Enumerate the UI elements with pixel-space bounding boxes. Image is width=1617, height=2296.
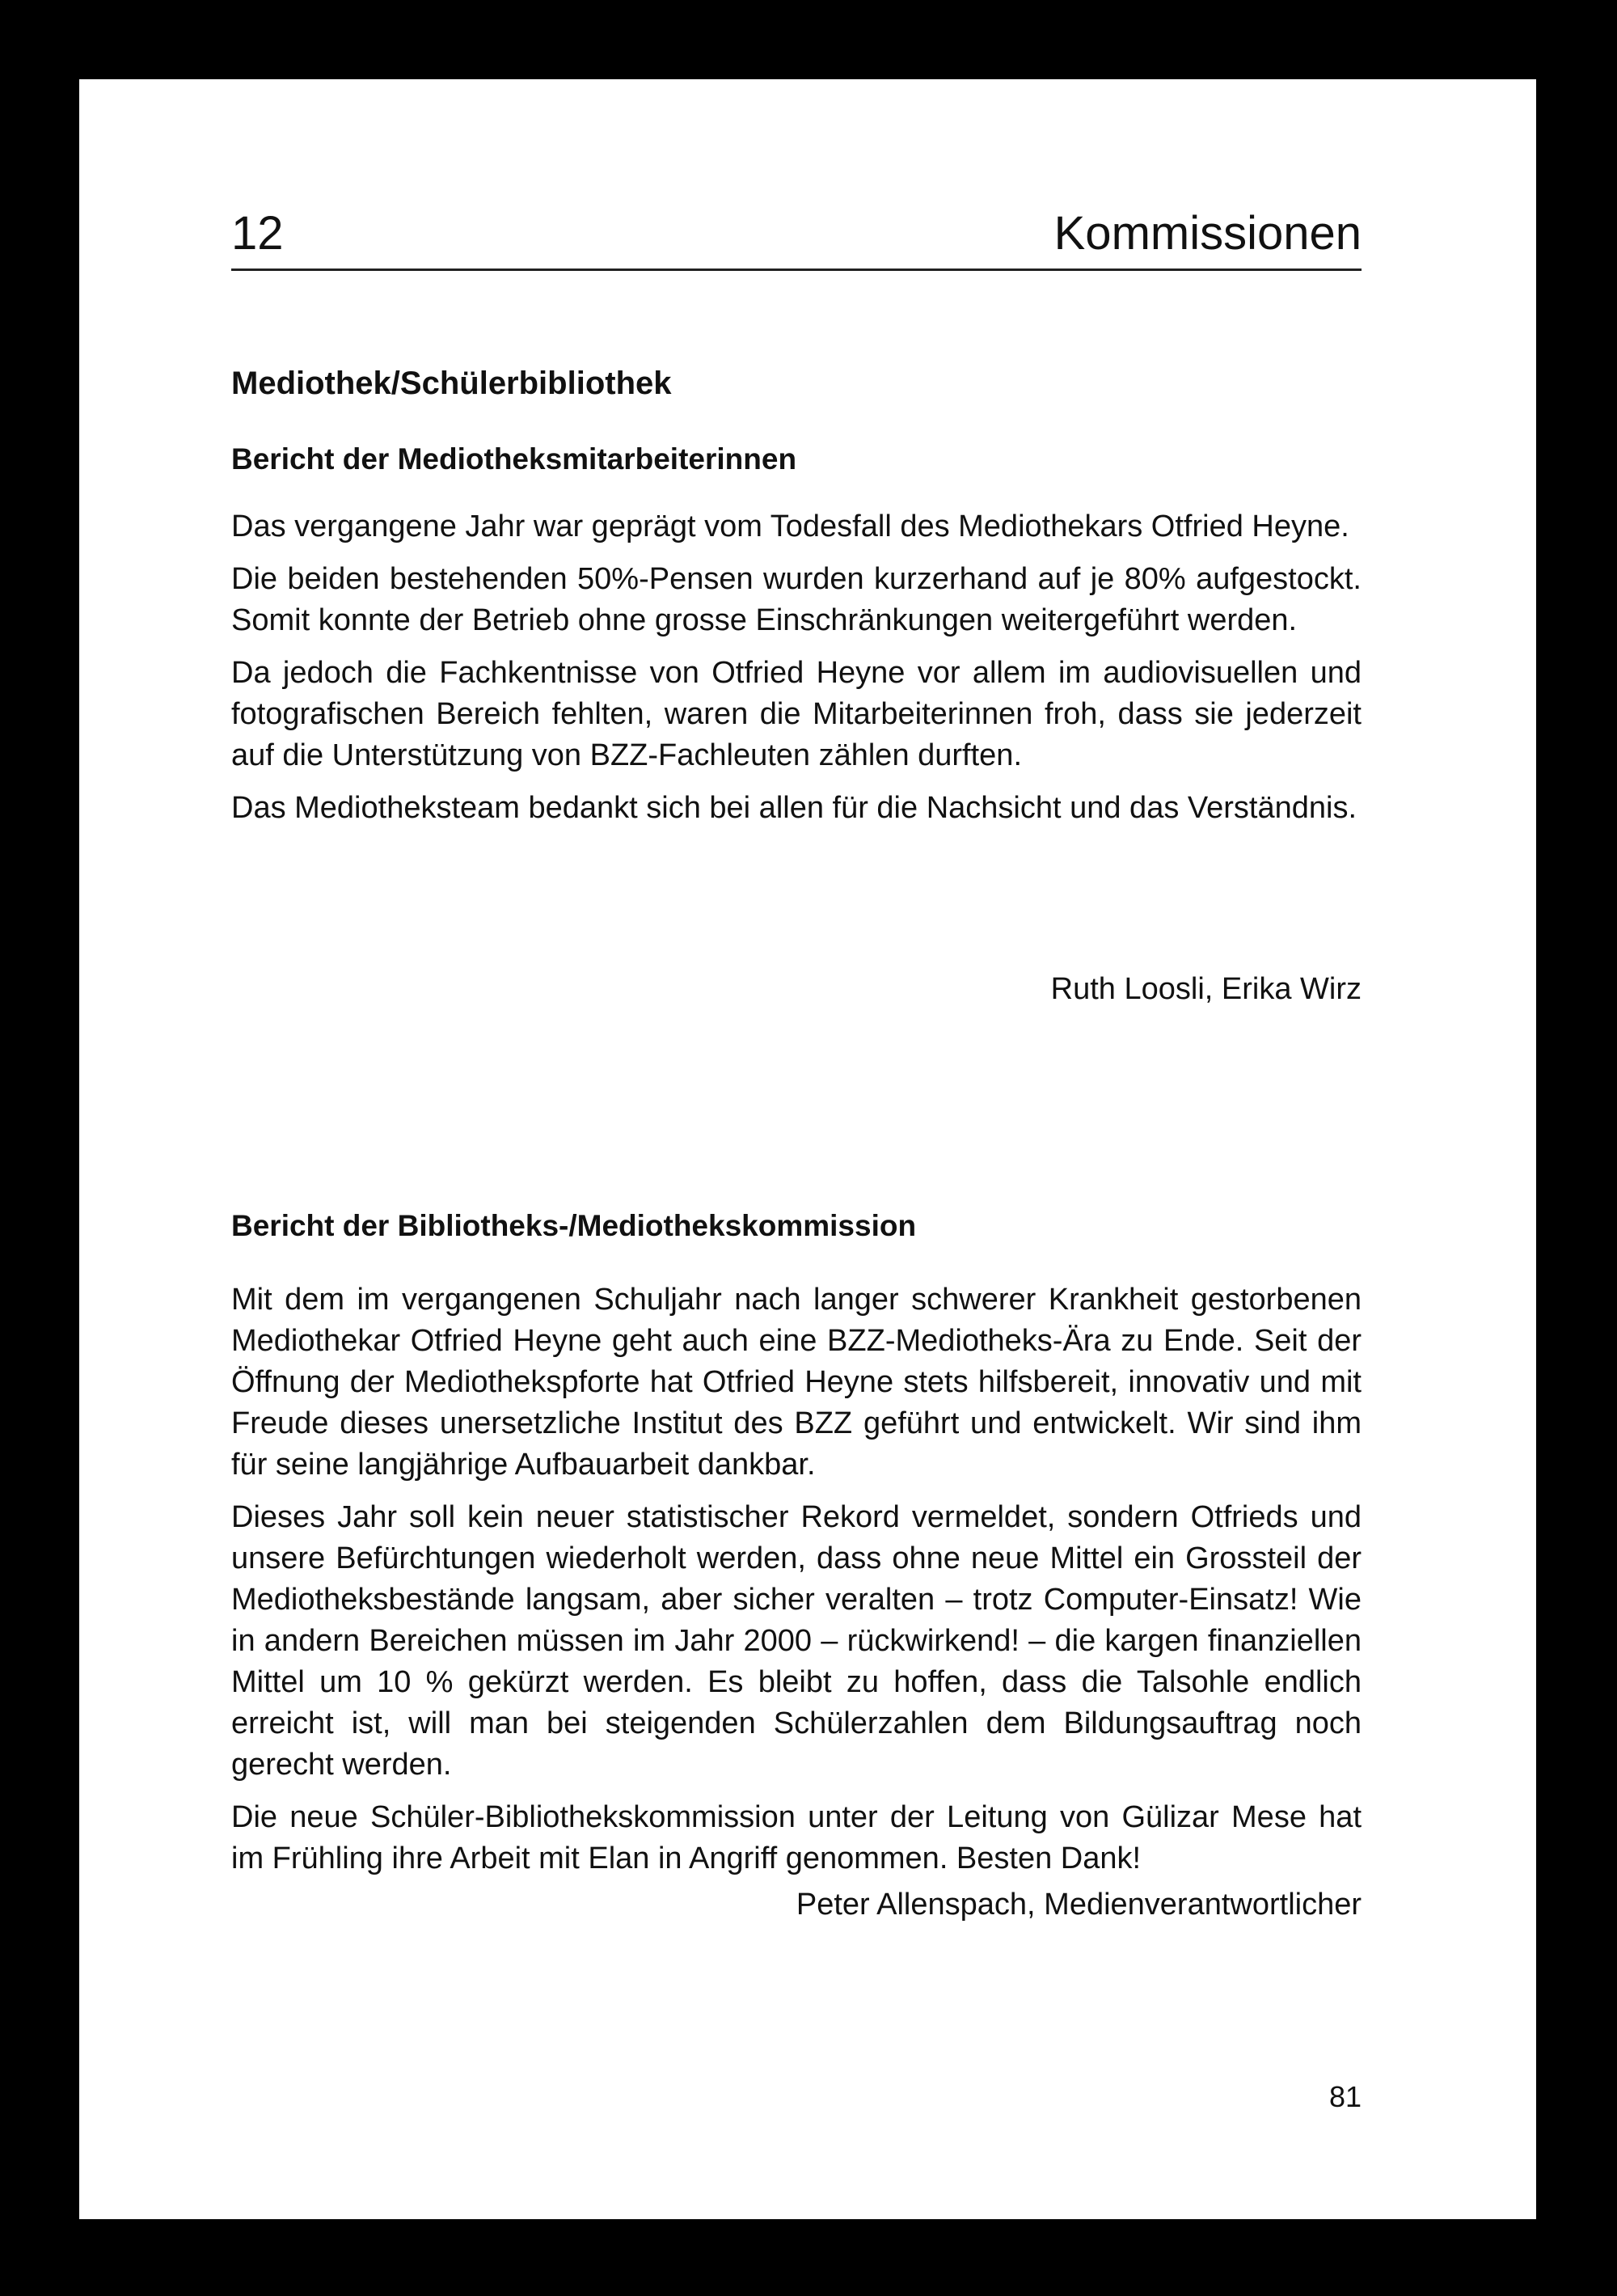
report2-paragraph-3: Die neue Schüler-Bibliothekskommission unter der Leitung von Gülizar Mese hat im Frühling ihre Arbeit mit Elan in Angriff genommen. Besten Dank! <box>231 1800 1362 1875</box>
chapter-number: 12 <box>231 207 284 260</box>
page-number: 81 <box>1328 2080 1362 2113</box>
report1-paragraph-2: Die beiden bestehenden 50%-Pensen wurden kurzerhand auf je 80% aufgestockt. Somit konnte der Betrieb ohne grosse Einschränkungen weitergeführt werden. <box>231 562 1362 637</box>
report2-body <box>231 1279 1362 1891</box>
report1-paragraph-1: Das vergangene Jahr war geprägt vom Todesfall des Mediothekars Otfried Heyne. <box>231 510 1349 543</box>
report2-paragraph-2: Dieses Jahr soll kein neuer statistischer Rekord vermeldet, sondern Otfrieds und unsere Befürchtungen wiederholt werden, dass ohne neue Mittel ein Grossteil der Mediotheksbestände langsam, aber sicher veralten – trotz Computer-Einsatz! Wie in andern Bereichen müssen im Jahr 2000 – rückwirkend! – die kargen finanziellen Mittel um 10 % gekürzt werden. Es bleibt zu hoffen, dass die Talsohle endlich erreicht ist, will man bei steigenden Schülerzahlen dem Bildungsauftrag noch gerecht werden. <box>231 1500 1362 1782</box>
report1-paragraph-3: Da jedoch die Fachkentnisse von Otfried Heyne vor allem im audiovisuellen und fotografischen Bereich fehlten, waren die Mitarbeiterinnen froh, dass sie jederzeit auf die Unterstützung von BZZ-Fachleuten zählen durften. <box>231 656 1362 772</box>
report2-paragraph-1: Mit dem im vergangenen Schuljahr nach langer schwerer Krankheit gestorbenen Mediothekar Otfried Heyne geht auch eine BZZ-Mediotheks-Ära zu Ende. Seit der Öffnung der Mediothekspforte hat Otfried Heyne stets hilfsbereit, innovativ und mit Freude dieses unersetzliche Institut des BZZ geführt und entwickelt. Wir sind ihm für seine langjährige Aufbauarbeit dankbar. <box>231 1283 1362 1482</box>
chapter-title: Kommissionen <box>1053 207 1362 260</box>
report1-title: Bericht der Mediotheksmitarbeiterinnen <box>231 442 797 476</box>
report2-title: Bericht der Bibliotheks-/Mediothekskommission <box>231 1209 917 1242</box>
chapter-header <box>231 192 1362 271</box>
report1-signature: Ruth Loosli, Erika Wirz <box>1050 972 1362 1006</box>
report2-signature: Peter Allenspach, Medienverantwortlicher <box>796 1888 1362 1922</box>
section-title: Mediothek/Schülerbibliothek <box>231 366 672 401</box>
document-page <box>79 79 1536 2219</box>
report1-paragraph-4: Das Mediotheksteam bedankt sich bei allen für die Nachsicht und das Verständnis. <box>231 791 1357 825</box>
report1-body <box>231 506 1362 840</box>
